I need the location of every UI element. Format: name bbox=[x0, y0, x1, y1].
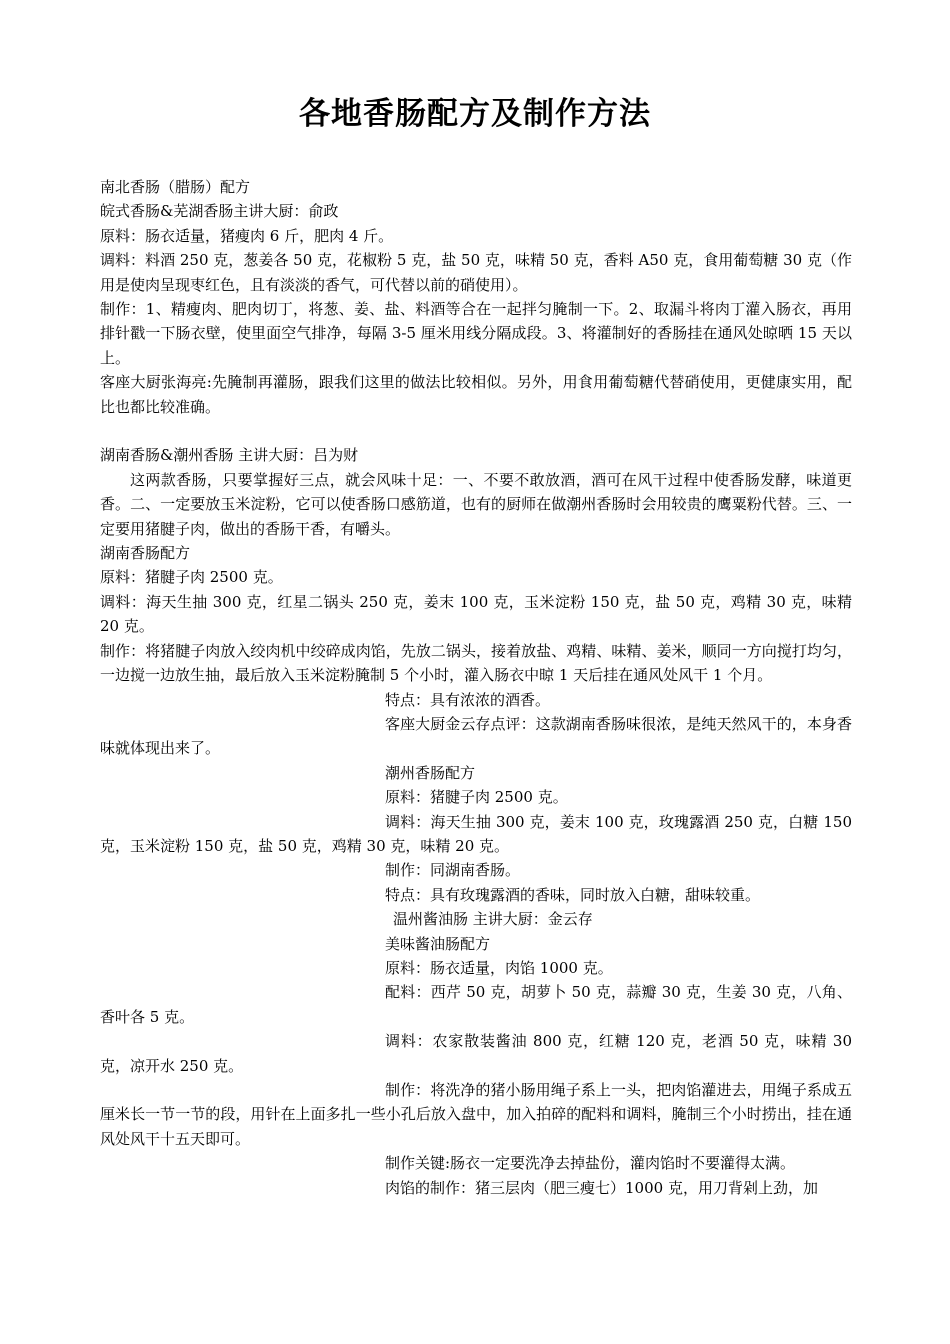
paragraph-method: 制作：1、精瘦肉、肥肉切丁，将葱、姜、盐、料酒等合在一起拌匀腌制一下。2、取漏斗将肉丁灌入肠衣，再用排针戳一下肠衣壁，使里面空气排净，每隔 3-5 厘米用线分隔成段。3、将灌制好的香肠挂在通风处晾晒 15 天以上。 bbox=[100, 300, 852, 367]
paragraph-accessories: 配料：西芹 50 克，胡萝卜 50 克，蒜瓣 30 克，生姜 30 克，八角、香叶各 5 克。 bbox=[100, 983, 852, 1026]
paragraph-recipe-heading: 美味酱油肠配方 bbox=[385, 934, 491, 953]
paragraph-feature: 特点：具有玫瑰露酒的香味，同时放入白糖，甜味较重。 bbox=[385, 885, 761, 904]
paragraph-method: 制作：同湖南香肠。 bbox=[385, 861, 521, 880]
paragraph-ingredients: 原料：猪腱子肉 2500 克。 bbox=[385, 788, 568, 807]
paragraph-recipe-heading: 湖南香肠配方 bbox=[100, 544, 191, 563]
paragraph-section-heading: 南北香肠（腊肠）配方 bbox=[100, 178, 251, 196]
paragraph-seasonings: 调料：农家散装酱油 800 克，红糖 120 克，老酒 50 克，味精 30 克，凉开水 250 克。 bbox=[100, 1032, 852, 1075]
paragraph-key-points: 制作关键:肠衣一定要洗净去掉盐份，灌肉馅时不要灌得太满。 bbox=[385, 1154, 796, 1173]
paragraph-seasonings: 调料：海天生抽 300 克，姜末 100 克，玫瑰露酒 250 克，白糖 150 克，玉米淀粉 150 克，盐 50 克，鸡精 30 克，味精 20 克。 bbox=[100, 812, 852, 855]
paragraph-intro: 这两款香肠，只要掌握好三点，就会风味十足：一、不要不敢放酒，酒可在风干过程中使香肠发酵，味道更香。二、一定要放玉米淀粉，它可以使香肠口感筋道，也有的厨师在做潮州香肠时会用较贵的鹰粟粉代替。三、一定要用猪腱子肉，做出的香肠干香，有嚼头。 bbox=[100, 470, 852, 538]
paragraph-seasonings: 调料：海天生抽 300 克，红星二锅头 250 克，姜末 100 克，玉米淀粉 150 克，盐 50 克，鸡精 30 克，味精 20 克。 bbox=[100, 592, 852, 636]
document-body bbox=[100, 175, 852, 1200]
paragraph-ingredients: 原料：肠衣适量，肉馅 1000 克。 bbox=[385, 958, 613, 977]
paragraph-section-heading: 温州酱油肠 主讲大厨：金云存 bbox=[393, 910, 593, 929]
page-title: 各地香肠配方及制作方法 bbox=[299, 96, 651, 132]
paragraph-method: 制作：将洗净的猪小肠用绳子系上一头，把肉馅灌进去，用绳子系成五厘米长一节一节的段，用针在上面多扎一些小孔后放入盘中，加入拍碎的配料和调料，腌制三个小时捞出，挂在通风处风干十五天即可。 bbox=[100, 1081, 852, 1148]
paragraph-feature: 特点：具有浓浓的酒香。 bbox=[385, 690, 551, 709]
paragraph-review: 客座大厨金云存点评：这款湖南香肠味很浓，是纯天然风干的，本身香味就体现出来了。 bbox=[100, 714, 852, 758]
paragraph-chef: 皖式香肠&芜湖香肠主讲大厨：俞政 bbox=[100, 202, 339, 221]
blank-line bbox=[100, 419, 852, 443]
paragraph-filling: 肉馅的制作：猪三层肉（肥三瘦七）1000 克，用刀背剁上劲，加 bbox=[385, 1178, 818, 1197]
paragraph-section-heading: 湖南香肠&潮州香肠 主讲大厨：吕为财 bbox=[100, 446, 359, 465]
paragraph-seasonings: 调料：料酒 250 克，葱姜各 50 克，花椒粉 5 克，盐 50 克，味精 50 克，香料 A50 克，食用葡萄糖 30 克（作用是使肉呈现枣红色，且有淡淡的香气，可代替以前的硝使用）。 bbox=[100, 251, 852, 294]
paragraph-ingredients: 原料：肠衣适量，猪瘦肉 6 斤，肥肉 4 斤。 bbox=[100, 226, 394, 245]
paragraph-review: 客座大厨张海亮:先腌制再灌肠，跟我们这里的做法比较相似。另外，用食用葡萄糖代替硝使用，更健康实用，配比也都比较准确。 bbox=[100, 373, 852, 416]
paragraph-method: 制作：将猪腱子肉放入绞肉机中绞碎成肉馅，先放二锅头，接着放盐、鸡精、味精、姜米，顺同一方向搅打均匀，一边搅一边放生抽，最后放入玉米淀粉腌制 5 个小时，灌入肠衣中晾 1 天后挂在通风处风干 1 个月。 bbox=[100, 641, 852, 685]
paragraph-recipe-heading: 潮州香肠配方 bbox=[385, 763, 476, 782]
paragraph-ingredients: 原料：猪腱子肉 2500 克。 bbox=[100, 568, 283, 587]
